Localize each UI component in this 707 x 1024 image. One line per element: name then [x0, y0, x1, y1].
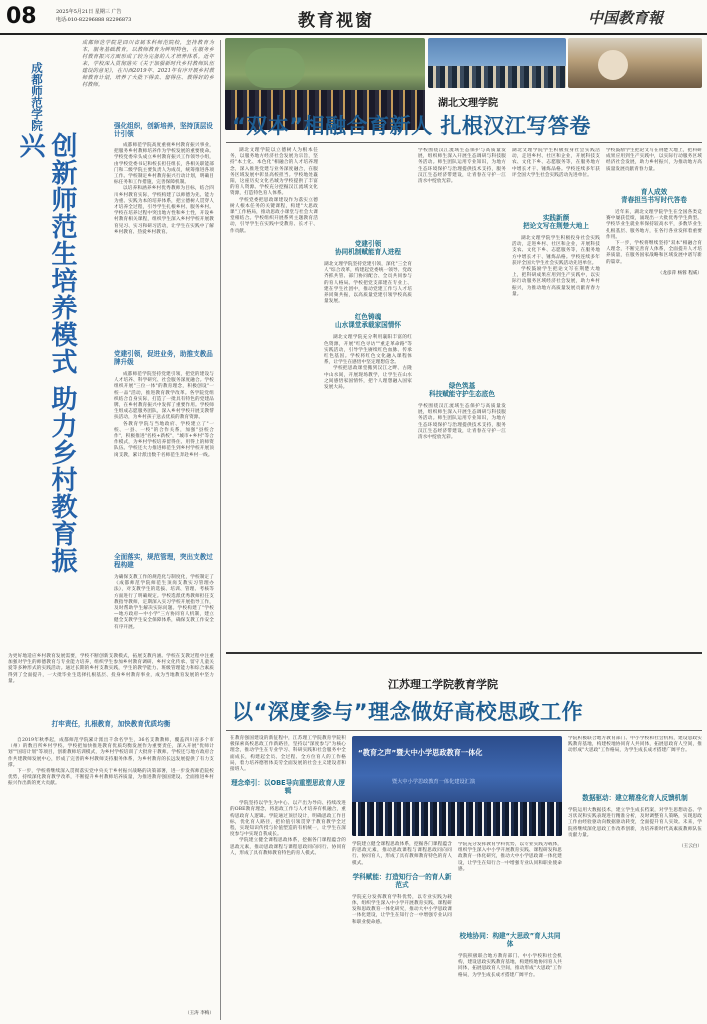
photo-banner-text: “教育之声”暨大中小学思政教育一体化: [358, 748, 483, 757]
jiangsu-body-5b: 学院积极联合地方教育部门、中小学校和社会机构，建设思政实践教育基地，构建校地协同育人共同体，拓展思政育人空间，推动形成"大思政"工作格局，为学生成长成才搭建广阔平台。: [458, 954, 562, 978]
left-body-3: 为确保支教工作的规范化与制度化，学校制定了《成都师范学院师范生顶岗支教实习管理办法》，对支教学生的选拔、培训、管理、考核等方面进行了明确规定。学校选派优秀教师担任支教指导教师，定期深入实习学校开展指导工作，及时帮助学生解决实际问题。学校构建了"学校—地方政府—中小学"三方协同育人机制，建立健全支教学生安全保障体系，确保支教工作安全有序开展。: [114, 575, 214, 630]
left-byline: （王涛 李梅）: [184, 1011, 214, 1016]
hubei-body-4a: 湖北文理学院学生积极投身社会实践活动，走进乡村、社区和企业，开展科技支农、文化下乡、志愿服务等，在服务地方中增长才干、锤炼品格。学校连续多年获评全国大学生社会实践活动先进单位。: [512, 148, 600, 178]
jiangsu-body-5a: 学院充分发挥教育学科优势，以专业实践为载体，组织学生深入中小学开展教育实践、课程研发和思政教育一体化研究，推动大中小学思政课一体化建设，让学生在知行合一中增强专业认同和职业使命感。: [458, 842, 562, 872]
photo-sub-text: 暨大中小学思政教育一体化建设汇演: [392, 779, 476, 785]
left-subhead-4: 打牢责任，扎根教育，加快教育优质均衡: [51, 720, 171, 728]
jiangsu-body-2: 学院坚持以学生为中心、以产出为导向、持续改进的OBE教育理念，将思政工作与人才培养有机融合，重构思政育人逻辑。学院通过顶层设计，明确思政工作目标，优化育人路径，把价值引领贯穿于教育教学全过程，实现知识传授与价值塑造的有机统一，让学生在深度参与中实现自我成长。 学院建立健全课程思政体系，挖掘各门课程蕴含的思政元素，推动思政课程与课程思政同向同行、协同育人，形成了具有教师教育特色的育人模式。: [230, 801, 346, 856]
jiangsu-body-3: 学院建立健全课程思政体系，挖掘各门课程蕴含的思政元素，推动思政课程与课程思政同向同行、协同育人，形成了具有教师教育特色的育人模式。: [352, 842, 452, 866]
left-body-3-wide: 为更好地适应乡村教育发展需要，学校不断创新支教模式，拓展支教内涵。学校在支教过程中注重加强对学生的师德教育与专业能力培养，组织学生参加乡村教育调研、乡村文化传承、留守儿童关爱等多种形式的实践活动。通过长期的乡村支教实践，学生的教学能力、班级管理能力和综合素质得到了全面提升，一大批毕业生选择扎根基层、投身乡村教育事业，成为当地教育发展的中坚力量。: [8, 654, 214, 684]
hubei-headline: “双本”相融合育新人 扎根汉江写答卷: [232, 114, 591, 138]
hubei-photo-students: [428, 38, 566, 88]
left-intro: 成都师范学院是四川省属本科师范院校，坚持教育为本，服务基础教育，以教师教育为鲜明特色，在服务乡村教育振兴方面形成了较为完备的人才培养体系。近年来，学校深入贯彻落实《关于加强新时代乡村教师队伍建设的意见》，在川西2019年、2021年有序开展乡村教师教育计划，培养了大批下得去、留得住、教得好的乡村教师。: [82, 40, 214, 88]
hubei-body-3b: 学校围绕汉江流域生态保护与高质量发展，组织师生深入开展生态调研与科技服务活动。师生团队运用专业知识，为地方生态环境保护与治理提供技术支持，服务汉江生态经济带建设，让青春在守护一江清水中绽放光彩。: [418, 404, 506, 441]
jiangsu-subhead-2: 学科赋能：打造知行合一的育人新范式: [352, 872, 452, 889]
jiangsu-headline: 以“深度参与”理念做好高校思政工作: [232, 700, 584, 724]
page-number: 08: [6, 4, 37, 29]
jiangsu-body-6a: 学院积极联合地方教育部门、中小学校和社会机构，建设思政实践教育基地，构建校地协同育人共同体，拓展思政育人空间，推动形成"大思政"工作格局，为学生成长成才搭建广阔平台。: [568, 736, 702, 754]
jiangsu-subhead-4: 数据驱动：建立精准化育人反馈机制: [582, 794, 688, 802]
left-subhead-1: 强化组织，创新培养，坚持顶层设计引领: [114, 122, 213, 138]
hubei-body-2: 湖北文理学院充分利用襄阳丰富的红色资源，开展"红色寻访""重走革命路"等实践活动，引导学生赓续红色血脉、传承红色基因。学校将红色文化融入课程体系，让学生在感悟中坚定理想信念。 学校把思政课堂搬到汉江之畔、古隆中山水间，开展现场教学，让学生在山水之间感悟家国情怀，把个人理想融入国家发展大局。: [324, 335, 412, 391]
hubei-subhead-2: 红色铸魂 山水课堂承载家国情怀: [335, 313, 401, 330]
jiangsu-school-label: 江苏理工学院教育学院: [388, 678, 498, 691]
left-body-4: 自2019年秋季起，成都师范学院累计派出千余名学生，36名支教教师，覆盖四川省多个市（州）的数百所乡村学校。学校把加快推进教育优质均衡发展作为重要责任，深入开展"优师计划""国培计划"等项目，创新教师培训模式，为乡村学校培训了大批骨干教师。学校还与地方政府合作共建教师发展中心，形成了完善的乡村教师支持服务体系，为乡村教育的长远发展提供了有力支撑。 下一步，学校将继续深入贯彻落实党中央关于乡村振兴战略的决策部署，进一步发挥师范院校优势，持续深化教育教学改革，不断提升乡村教师培养质量，为推进教育强国建设、全面推进乡村振兴作出新的更大贡献。: [8, 738, 214, 787]
hubei-body-4b: 湖北文理学院学生积极投身社会实践活动，走进乡村、社区和企业，开展科技支农、文化下乡、志愿服务等，在服务地方中增长才干、锤炼品格。学校连续多年获评全国大学生社会实践活动先进单位。 学校鼓励学生把论文写在荆楚大地上，把科研成果应用到生产实践中，以实际行动服务区域经济社会发展，助力乡村振兴，为推动地方高质量发展贡献青春力量。: [512, 236, 600, 297]
jiangsu-byline: （王云白）: [679, 844, 702, 850]
hubei-col-1: 湖北文理学院以立德树人为根本任务，以服务地方经济社会发展为宗旨，坚持"本土化、本色化"相融合的人才培养理念，深入推进党建与业务深度融合，在服务区域发展中彰显高校担当。学校地处襄阳，这座历史文化名城为学校提供了丰富的育人资源。学校充分挖掘汉江流域文化资源，打造特色育人体系。 学校党委把思政课建设作为落实立德树人根本任务的关键课程，构建"大思政课"工作格局，推动思政小课堂与社会大课堂相结合。学校组织开展系列主题教育活动，引导学生在实践中受教育、长才干、作贡献。: [230, 148, 318, 234]
header-rule: [0, 33, 707, 35]
hubei-col-5: [606, 148, 702, 648]
jiangsu-col-1: [230, 736, 346, 1020]
section-title: 教育视窗: [298, 11, 374, 31]
hubei-col-3: [418, 148, 506, 648]
masthead-logo: 中国教育報: [588, 9, 664, 27]
jiangsu-title-rule: [226, 730, 702, 731]
jiangsu-body-4: 学院充分发挥教育学科优势，以专业实践为载体，组织学生深入中小学开展教育实践、课程研发和思政教育一体化研究，推动大中小学思政课一体化建设，让学生在知行合一中增强专业认同和职业使命感。: [352, 894, 452, 925]
header-date: 2025年5月21日 星期三 广告: [56, 9, 122, 15]
jiangsu-body-1: 在教育强国建设的新征程中，江苏理工学院教育学院积极探索高校思政工作新路径，坚持以"深度参与"为核心理念，推动学生在专业学习、科研实践和社会服务中全面成长，构建起全员、全过程、全方位育人的工作格局，着力培养德智体美劳全面发展的社会主义建设者和接班人。: [230, 736, 346, 773]
jiangsu-body-6b: 学院运用大数据技术，建立学生成长档案，对学生思想动态、学习状况和实践表现进行精准分析，及时调整育人策略，实现思政工作由经验驱动向数据驱动转变，全面提升育人实效。未来，学院将继续深化思政工作改革创新，为培养新时代高素质教师队伍贡献力量。: [568, 808, 702, 838]
left-subhead-2: 党建引领，促进业务，助推支教品牌升级: [114, 350, 213, 366]
hubei-subhead-4: 实践新颜 把论文写在荆楚大地上: [523, 214, 589, 230]
jiangsu-subhead-1: 理念牵引：以OBE导向重塑思政育人逻辑: [230, 779, 346, 796]
jiangsu-col-4: [568, 736, 702, 1020]
hubei-col-2: [324, 148, 412, 648]
main-title-vertical: 创新师范生培养模式 助力乡村教育振兴: [15, 132, 77, 575]
jiangsu-photo-stage: [352, 736, 562, 836]
section-divider: [226, 652, 702, 654]
header-phone: 电话:010-82296888 82296873: [56, 17, 132, 23]
left-subhead-3: 全面落实，规范管理，突出支教过程构建: [114, 553, 213, 569]
hubei-subhead-5: 育人成效 青春担当书写时代答卷: [621, 188, 687, 204]
hubei-body-5b: 近年来，湖北文理学院学生在全国各类竞赛中屡获佳绩，涌现出一大批优秀学生典型。学校毕业生就业率保持较高水平，多数毕业生扎根基层、服务地方，在各行各业发挥着重要作用。 下一步，学校将继续坚持"双本"相融合育人理念，不断完善育人体系，全面提升人才培养质量，在服务国家战略和区域发展中谱写新的篇章。: [606, 210, 702, 265]
hubei-byline: （龙彦萍 杨蓉 程威）: [657, 270, 702, 276]
left-body-2: 成都师范学院坚持党建引领，把党的建设与人才培养、科学研究、社会服务深度融合。学校组织开展"三位一体"的教育理念，积极创设"一校一品"活动，推进教育教学改革。各学院党组织结合自身实际，打造了一批具有特色的党建品牌，在乡村教育振兴中发挥了重要作用。学校师生组成志愿服务团队，深入乡村学校开展支教帮扶活动，为乡村孩子送去优质的教育资源。 各教育学院与当地政府、学校建立了"一校、一县、一校"的合作关系，加强"县校合作"，积极推进"名校+新校"，"城市+乡村"等合作模式，为乡村学校培养留得住、用得上的师资队伍。学校还大力推进师范生到乡村学校开展顶岗支教，累计派出数千名师范生奔赴乡村一线。: [114, 372, 214, 458]
left-col-divider: [220, 40, 221, 1020]
jiangsu-col-3: [458, 842, 562, 1020]
hubei-subhead-1: 党建引领 协同机制赋能育人进程: [335, 240, 401, 256]
jiangsu-subhead-3: 校地协同：构建“大思政”育人共同体: [459, 932, 561, 948]
hubei-title-rule: [226, 142, 702, 143]
jiangsu-col-2: [352, 842, 452, 1020]
school-name-vertical: 成都师范学院: [30, 62, 44, 131]
hubei-subhead-3: 绿色筑基 科技赋能守护生态底色: [429, 382, 495, 398]
hubei-body-5a: 学校鼓励学生把论文写在荆楚大地上，把科研成果应用到生产实践中，以实际行动服务区域经济社会发展，助力乡村振兴，为推动地方高质量发展贡献青春力量。: [606, 148, 702, 172]
hubei-body-3a: 学校围绕汉江流域生态保护与高质量发展，组织师生深入开展生态调研与科技服务活动。师生团队运用专业知识，为地方生态环境保护与治理提供技术支持，服务汉江生态经济带建设，让青春在守护一江清水中绽放光彩。: [418, 148, 506, 185]
hubei-school-label: 湖北文理学院: [438, 98, 498, 109]
hubei-body-1: 湖北文理学院坚持党建引领，深化"三全育人"综合改革，构建起党委统一领导、党政齐抓共管、部门协同配合、全员共同参与的育人格局。学校把党支部建在专业上、建在学生社团中，推动党建工作与人才培养同频共振，以高质量党建引领学校高质量发展。: [324, 262, 412, 305]
left-body-1: 成都师范学院高度重视乡村教育振兴事业，把服务乡村教师培养作为学校发展的重要使命。学校党委牵头成立乡村教育振兴工作领导小组，由学校党委书记和校长担任组长，各相关职能部门和二级学院主要负责人为成员，统筹推进各项工作。学校制定乡村教育振兴行动计划，明确目标任务和工作措施，完善保障机制。 以培养和涵养乡村优秀教师为目标，结合四川乡村教育实际，学校构建了以师德为先、能力为重、实践为本的培养体系，把立德树人贯穿人才培养全过程，引导学生扎根乡村、服务乡村。学校在培养过程中突出地方性和乡土性，开设乡村教育相关课程，组织学生深入乡村学校开展教育见习、实习和研习活动，让学生在实践中了解乡村教育、热爱乡村教育。: [114, 143, 214, 235]
hubei-photo-lab: [568, 38, 702, 88]
hubei-col-4: [512, 148, 600, 648]
